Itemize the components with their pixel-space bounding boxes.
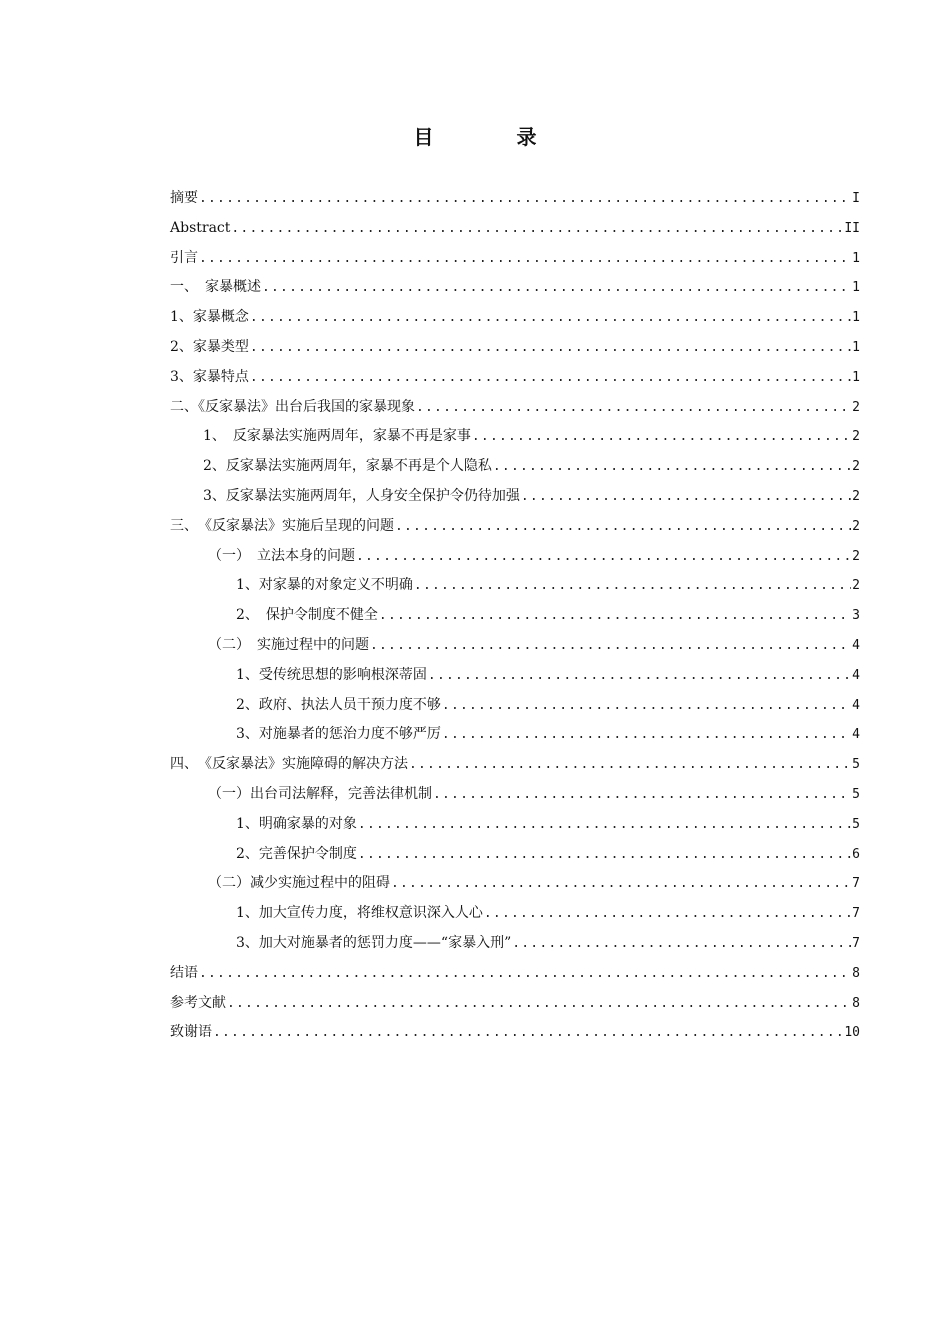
toc-page-number: 8	[852, 995, 860, 1011]
toc-entry-title: 二、《反家暴法》出台后我国的家暴现象	[170, 398, 415, 415]
toc-page-number: 7	[852, 906, 860, 922]
toc-entry[interactable]	[170, 244, 860, 274]
toc-entry-title: （二） 实施过程中的问题	[208, 636, 369, 653]
toc-entry[interactable]	[170, 393, 860, 423]
toc-page-number: 1	[852, 280, 860, 296]
toc-page-number: 4	[852, 697, 860, 713]
toc-entry-title: 2、完善保护令制度	[236, 845, 357, 862]
toc-entry-title: （一） 立法本身的问题	[208, 547, 355, 564]
toc-entry[interactable]	[170, 422, 860, 452]
toc-dot-leader	[442, 720, 851, 750]
toc-entry-title: 3、加大对施暴者的惩罚力度——“家暴入刑”	[236, 934, 512, 951]
toc-dot-leader	[414, 571, 851, 601]
toc-page-number: 3	[852, 608, 860, 624]
toc-page-number: 5	[852, 757, 860, 773]
toc-page-number: 2	[852, 548, 860, 564]
toc-entry-title: （一）出台司法解释，完善法律机制	[208, 785, 432, 802]
toc-page-number: 1	[852, 369, 860, 385]
toc-entry[interactable]	[170, 303, 860, 333]
toc-dot-leader	[358, 810, 851, 840]
toc-dot-leader	[442, 691, 851, 721]
toc-entry-title: 1、明确家暴的对象	[236, 815, 357, 832]
toc-entry[interactable]	[170, 512, 860, 542]
toc-entry[interactable]	[170, 929, 860, 959]
toc-dot-leader	[250, 303, 851, 333]
toc-entry-title: 一、 家暴概述	[170, 279, 261, 296]
toc-title: 目 录	[413, 125, 575, 149]
toc-page-number: 1	[852, 310, 860, 326]
toc-entry[interactable]	[170, 363, 860, 393]
toc-entry-title: 1、家暴概念	[170, 309, 249, 326]
toc-entry[interactable]	[170, 989, 860, 1019]
toc-page-number: 7	[852, 876, 860, 892]
toc-page-number: 2	[852, 518, 860, 534]
toc-entry-title: 1、对家暴的对象定义不明确	[236, 577, 413, 594]
table-of-contents	[170, 184, 860, 1048]
toc-entry[interactable]	[170, 184, 860, 214]
toc-dot-leader	[358, 840, 851, 870]
toc-page-number: II	[844, 220, 860, 236]
toc-page-number: 5	[852, 816, 860, 832]
toc-entry-title: 三、 《反家暴法》实施后呈现的问题	[170, 517, 394, 534]
toc-dot-leader	[262, 273, 851, 303]
toc-dot-leader	[416, 393, 851, 423]
toc-dot-leader	[356, 542, 851, 572]
toc-entry-title: 2、家暴类型	[170, 338, 249, 355]
toc-entry[interactable]	[170, 333, 860, 363]
toc-entry-title: 四、 《反家暴法》实施障碍的解决方法	[170, 756, 408, 773]
toc-page-number: 7	[852, 935, 860, 951]
toc-page-number: 4	[852, 727, 860, 743]
toc-dot-leader	[428, 661, 851, 691]
toc-entry-title: 2、反家暴法实施两周年，家暴不再是个人隐私	[203, 458, 492, 475]
toc-entry-title: 3、反家暴法实施两周年，人身安全保护令仍待加强	[203, 487, 520, 504]
toc-entry[interactable]	[170, 452, 860, 482]
toc-page-number: 1	[852, 250, 860, 266]
toc-entry[interactable]	[170, 899, 860, 929]
toc-entry[interactable]	[170, 273, 860, 303]
toc-page-number: 2	[852, 399, 860, 415]
toc-entry[interactable]	[170, 959, 860, 989]
toc-entry[interactable]	[170, 750, 860, 780]
toc-entry-title: 2、 保护令制度不健全	[236, 607, 378, 624]
toc-page-number: 2	[852, 488, 860, 504]
toc-page-number: 5	[852, 786, 860, 802]
toc-dot-leader	[250, 363, 851, 393]
toc-dot-leader	[379, 601, 851, 631]
toc-dot-leader	[199, 244, 851, 274]
toc-entry[interactable]	[170, 1018, 860, 1048]
toc-page-number: 2	[852, 578, 860, 594]
toc-entry[interactable]	[170, 840, 860, 870]
toc-entry[interactable]	[170, 482, 860, 512]
toc-entry-title: （二）减少实施过程中的阻碍	[208, 875, 390, 892]
toc-page-number: 6	[852, 846, 860, 862]
toc-dot-leader	[521, 482, 851, 512]
toc-entry-title: 2、政府、执法人员干预力度不够	[236, 696, 441, 713]
toc-entry-title: 3、家暴特点	[170, 368, 249, 385]
toc-dot-leader	[227, 989, 851, 1019]
toc-page-number: 4	[852, 637, 860, 653]
toc-dot-leader	[395, 512, 851, 542]
toc-entry[interactable]	[170, 214, 860, 244]
toc-entry-title: 3、对施暴者的惩治力度不够严厉	[236, 726, 441, 743]
toc-entry[interactable]	[170, 869, 860, 899]
toc-entry-title: 1、 反家暴法实施两周年，家暴不再是家事	[203, 428, 471, 445]
toc-entry-title: 致谢语	[170, 1024, 212, 1041]
toc-page-number: 1	[852, 339, 860, 355]
toc-entry-title: 结语	[170, 964, 198, 981]
toc-dot-leader	[250, 333, 851, 363]
toc-dot-leader	[512, 929, 851, 959]
toc-page-number: 10	[844, 1025, 860, 1041]
toc-entry[interactable]	[170, 661, 860, 691]
toc-dot-leader	[472, 422, 851, 452]
toc-entry[interactable]	[170, 691, 860, 721]
toc-dot-leader	[213, 1018, 843, 1048]
toc-dot-leader	[433, 780, 851, 810]
toc-dot-leader	[231, 214, 843, 244]
toc-dot-leader	[370, 631, 851, 661]
toc-entry[interactable]	[170, 542, 860, 572]
toc-entry-title: Abstract	[170, 219, 231, 236]
toc-entry[interactable]	[170, 810, 860, 840]
toc-entry-title: 参考文献	[170, 994, 226, 1011]
toc-entry-title: 摘要	[170, 190, 198, 206]
toc-dot-leader	[409, 750, 851, 780]
toc-page-number: I	[852, 191, 860, 206]
toc-dot-leader	[493, 452, 851, 482]
toc-entry[interactable]	[170, 720, 860, 750]
toc-entry[interactable]	[170, 571, 860, 601]
toc-dot-leader	[484, 899, 851, 929]
toc-page-number: 2	[852, 459, 860, 475]
toc-entry-title: 1、受传统思想的影响根深蒂固	[236, 666, 427, 683]
toc-page-number: 4	[852, 667, 860, 683]
toc-entry-title: 1、加大宣传力度，将维权意识深入人心	[236, 905, 483, 922]
toc-entry[interactable]	[170, 631, 860, 661]
toc-dot-leader	[199, 184, 851, 214]
toc-page-number: 2	[852, 429, 860, 445]
toc-dot-leader	[391, 869, 851, 899]
toc-dot-leader	[199, 959, 851, 989]
toc-entry-title: 引言	[170, 249, 198, 266]
toc-entry[interactable]	[170, 601, 860, 631]
toc-entry[interactable]	[170, 780, 860, 810]
toc-page-number: 8	[852, 965, 860, 981]
